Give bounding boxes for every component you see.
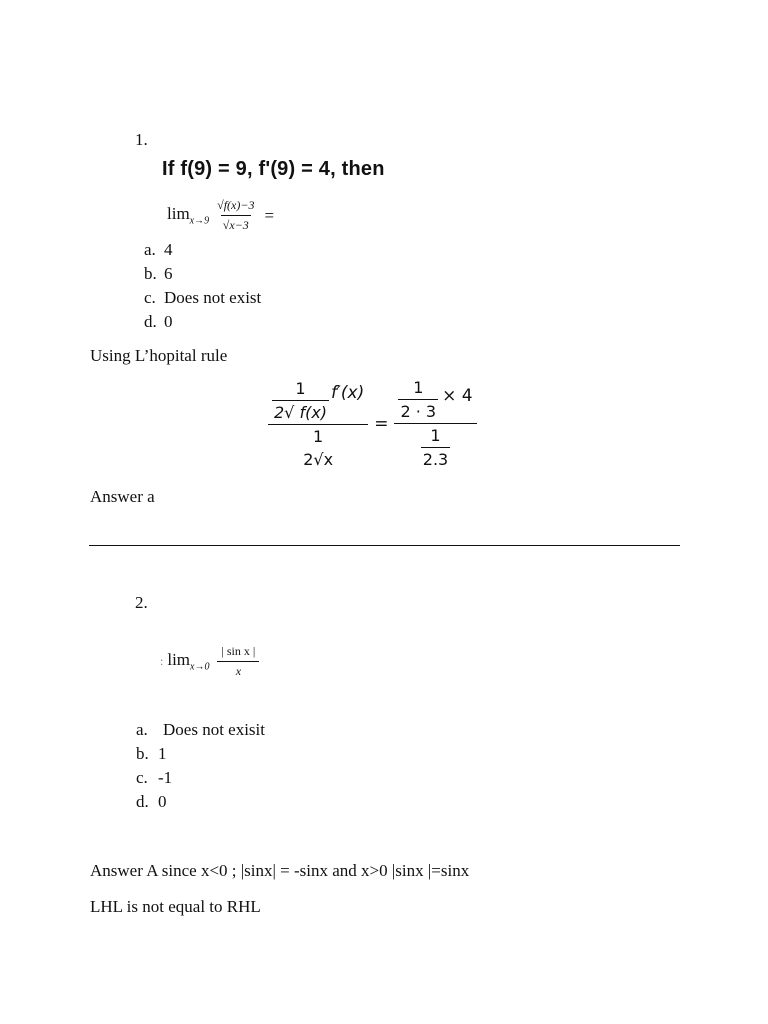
answer-2-line-1: Answer A since x<0 ; |sinx| = -sinx and x>0 |sinx |=sinx <box>90 861 470 880</box>
section-divider <box>89 545 680 546</box>
limit-fraction <box>215 198 256 233</box>
limit-denominator: √x−3 <box>221 215 251 233</box>
question-2-option-c: c. -1 <box>136 768 173 787</box>
method-text: Using L’hopital rule <box>90 346 228 365</box>
question-1-number: 1. <box>135 130 148 149</box>
question-1-title: If f(9) = 9, f'(9) = 4, then <box>162 158 385 180</box>
question-1-option-d: d. 0 <box>144 312 173 331</box>
solution-equals: = <box>374 413 389 434</box>
answer-2-line-2: LHL is not equal to RHL <box>90 897 261 916</box>
question-2-option-a: a. Does not exisit <box>136 720 265 739</box>
solution-right-fraction: $\frac{1}{2 \cdot 3}$ × 4 $\frac{1}{2.3}$ <box>396 378 474 469</box>
solution-left-fraction: $\frac{1}{2√ f(x)}$ f′(x) 1 2√x <box>270 379 366 469</box>
question-2-number: 2. <box>135 593 148 612</box>
question-1-option-c: c. Does not exist <box>144 288 262 307</box>
answer-1: Answer a <box>90 487 155 506</box>
lim-text: $\lim_{x\to 9}$ <box>167 204 210 227</box>
limit-2-fraction: $\frac{\text{| sin x |}}{x}$ <box>219 644 257 679</box>
solution-equation <box>270 378 475 469</box>
limit-numerator: √f(x)−3 <box>217 198 255 212</box>
question-1-limit <box>167 198 274 233</box>
question-1-option-a: a. 4 <box>144 240 173 259</box>
question-2-limit: : $\lim_{x\to 0}$ $\frac{\text{| sin x |}}{x}$ <box>160 644 257 679</box>
question-2-option-d: d. 0 <box>136 792 167 811</box>
limit-equals: = <box>264 205 275 225</box>
question-2-option-b: b. 1 <box>136 744 167 763</box>
question-1-option-b: b. 6 <box>144 264 173 283</box>
